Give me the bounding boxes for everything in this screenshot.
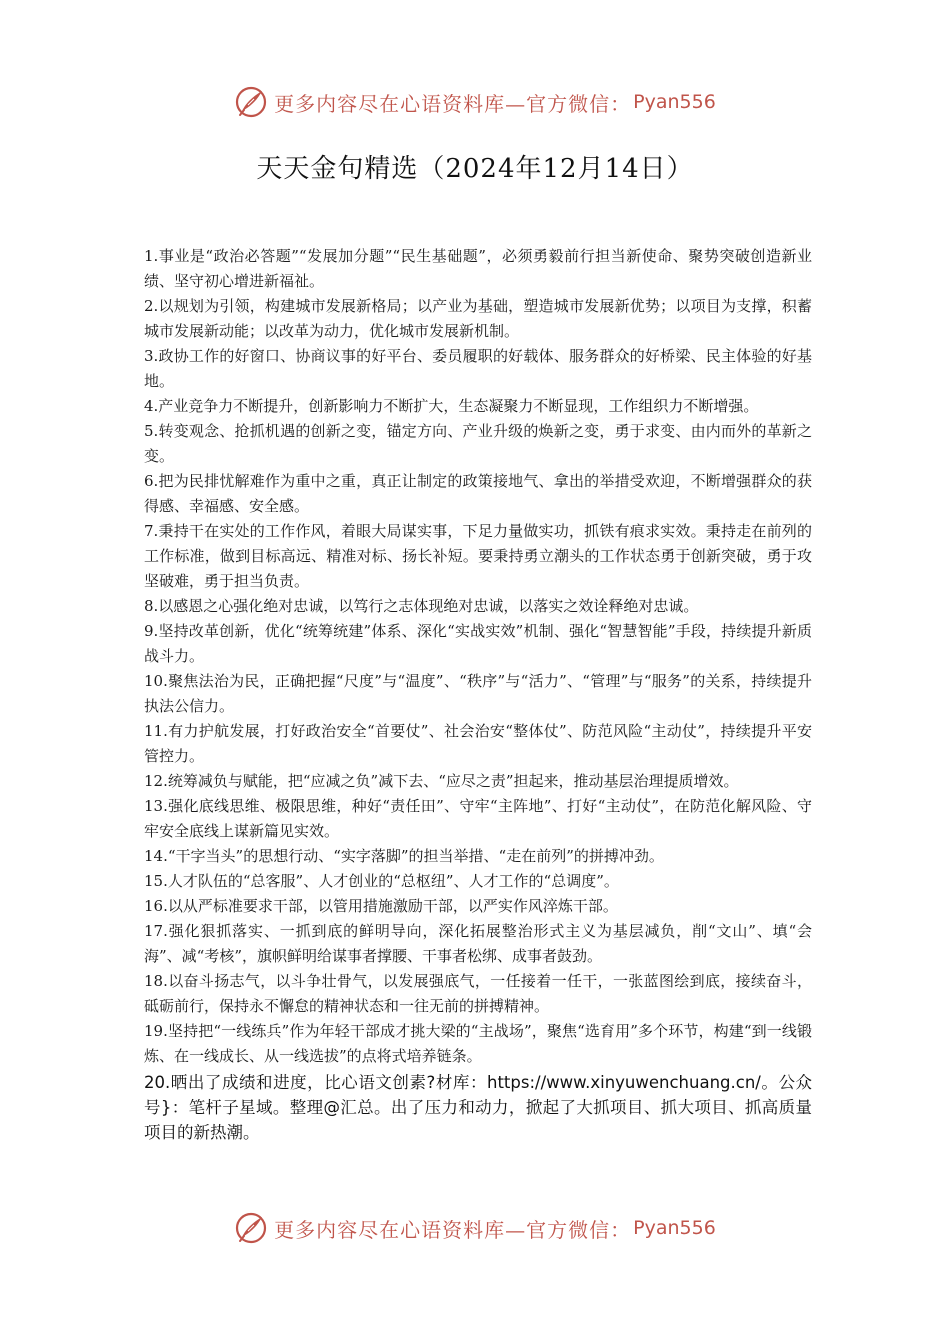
paragraph-14: 14.“干字当头”的思想行动、“实字落脚”的担当举措、“走在前列”的拼搏冲劲。 [144,847,664,865]
paragraph-12: 12.统筹减负与赋能，把“应减之负”减下去、“应尽之责”担起来，推动基层治理提质增效。 [144,772,739,790]
paragraph-10: 10.聚焦法治为民，正确把握“尺度”与“温度”、“秩序”与“活力”、“管理”与“服务”的关系，持续提升执法公信力。 [144,672,812,715]
page-title: 天天金句精选（2024年12月14日） [256,154,694,184]
document-body [144,244,812,1145]
banner-wechat-id: Pyan556 [633,1217,716,1239]
paragraph-20: 20.晒出了成绩和进度，比心语文创素?材库：https://www.xinyuwenchuang.cn/。公众号}：笔杆子星域。整理@汇总。出了压力和动力，掀起了大抓项目、抓大项目、抓高质量项目的新热潮。 [144,1073,812,1142]
paragraph-7: 7.秉持干在实处的工作作风，着眼大局谋实事，下足力量做实功，抓铁有痕求实效。秉持走在前列的工作标准，做到目标高远、精准对标、扬长补短。要秉持勇立潮头的工作状态勇于创新突破，勇于攻坚破难，勇于担当负责。 [144,522,812,590]
quill-pen-logo-icon [234,85,268,119]
footer-banner [0,1208,950,1248]
banner-text: 更多内容尽在心语资料库—官方微信： [274,1217,632,1242]
banner-wechat-id: Pyan556 [633,91,716,113]
banner-text: 更多内容尽在心语资料库—官方微信： [274,91,632,116]
paragraph-11: 11.有力护航发展，打好政治安全“首要仗”、社会治安“整体仗”、防范风险“主动仗”，持续提升平安管控力。 [144,722,812,765]
paragraph-5: 5.转变观念、抢抓机遇的创新之变，锚定方向、产业升级的焕新之变，勇于求变、由内而外的革新之变。 [144,422,812,465]
paragraph-8: 8.以感恩之心强化绝对忠诚，以笃行之志体现绝对忠诚，以落实之效诠释绝对忠诚。 [144,597,699,615]
paragraph-13: 13.强化底线思维、极限思维，种好“责任田”、守牢“主阵地”、打好“主动仗”，在防范化解风险、守牢安全底线上谋新篇见实效。 [144,797,812,840]
paragraph-17: 17.强化狠抓落实、一抓到底的鲜明导向，深化拓展整治形式主义为基层减负，削“文山”、填“会海”、减“考核”，旗帜鲜明给谋事者撑腰、干事者松绑、成事者鼓劲。 [144,922,812,965]
paragraph-3: 3.政协工作的好窗口、协商议事的好平台、委员履职的好载体、服务群众的好桥梁、民主体验的好基地。 [144,347,812,390]
paragraph-15: 15.人才队伍的“总客服”、人才创业的“总枢纽”、人才工作的“总调度”。 [144,872,619,890]
paragraph-9: 9.坚持改革创新，优化“统筹统建”体系、深化“实战实效”机制、强化“智慧智能”手段，持续提升新质战斗力。 [144,622,812,665]
paragraph-2: 2.以规划为引领，构建城市发展新格局；以产业为基础，塑造城市发展新优势；以项目为支撑，积蓄城市发展新动能；以改革为动力，优化城市发展新机制。 [144,297,812,340]
paragraph-4: 4.产业竞争力不断提升，创新影响力不断扩大，生态凝聚力不断显现，工作组织力不断增强。 [144,397,759,415]
header-banner [0,82,950,122]
paragraph-18: 18.以奋斗扬志气，以斗争壮骨气，以发展强底气，一任接着一任干，一张蓝图绘到底，接续奋斗，砥砺前行，保持永不懈怠的精神状态和一往无前的拼搏精神。 [144,972,812,1015]
quill-pen-logo-icon [234,1211,268,1245]
paragraph-19: 19.坚持把“一线练兵”作为年轻干部成才挑大梁的“主战场”，聚焦“选育用”多个环节，构建“到一线锻炼、在一线成长、从一线选拔”的点将式培养链条。 [144,1022,812,1065]
paragraph-6: 6.把为民排忧解难作为重中之重，真正让制定的政策接地气、拿出的举措受欢迎，不断增强群众的获得感、幸福感、安全感。 [144,472,812,515]
paragraph-1: 1.事业是“政治必答题”“发展加分题”“民生基础题”，必须勇毅前行担当新使命、聚势突破创造新业绩、坚守初心增进新福祉。 [144,247,812,290]
paragraph-16: 16.以从严标准要求干部，以管用措施激励干部，以严实作风淬炼干部。 [144,897,618,915]
